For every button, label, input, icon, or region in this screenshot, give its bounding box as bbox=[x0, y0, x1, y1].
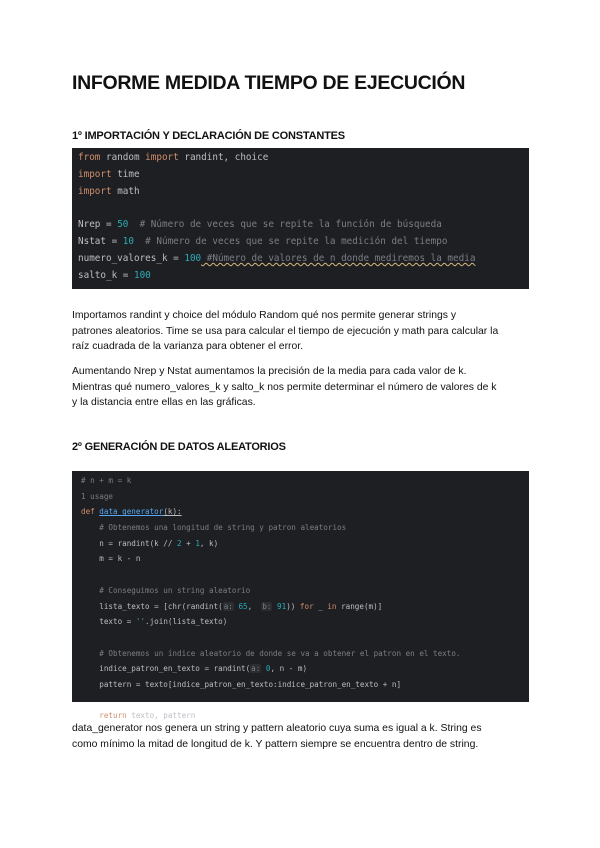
code-string: '' bbox=[135, 617, 146, 627]
code-text: texto, pattern bbox=[126, 711, 196, 721]
paragraph-line: Importamos randint y choice del módulo Random qué nos permite generar strings y bbox=[72, 310, 457, 321]
code-comment: #Número de valores de n donde mediremos la media bbox=[201, 252, 476, 264]
paragraph-line: como mínimo la mitad de longitud de k. Y pattern siempre se encuentra dentro de string. bbox=[72, 738, 479, 750]
code-text: Nrep = bbox=[78, 219, 118, 231]
code-line bbox=[81, 504, 529, 520]
param-hint: a: bbox=[223, 601, 233, 611]
paragraph-line: patrones aleatorios. Time se usa para calcular el tiempo de ejecución y math para calcular la bbox=[72, 325, 499, 337]
code-line: # n + m = k bbox=[81, 476, 132, 485]
code-line bbox=[78, 167, 529, 184]
code-keyword: from bbox=[78, 152, 101, 163]
code-line bbox=[81, 614, 529, 630]
code-line bbox=[78, 217, 529, 234]
code-text: lista_texto = [chr(randint( bbox=[81, 601, 223, 611]
paragraph-data-generator bbox=[72, 721, 532, 752]
code-number: 100 bbox=[133, 269, 151, 281]
paragraph-line: raíz cuadrada de la varianza para obtener el error. bbox=[72, 341, 304, 352]
code-line-blank bbox=[81, 567, 529, 583]
code-number: 50 bbox=[117, 219, 129, 231]
paragraph-line: Mientras qué numero_valores_k y salto_k nos permite determinar el número de valores de k bbox=[72, 381, 497, 393]
code-number: 2 bbox=[177, 538, 182, 548]
code-keyword: in bbox=[327, 601, 337, 611]
section-heading-random-data: 2º GENERACIÓN DE DATOS ALEATORIOS bbox=[72, 441, 286, 453]
code-line bbox=[81, 661, 529, 677]
code-comment: # Conseguimos un string aleatorio bbox=[81, 585, 251, 595]
paragraph-line: data_generator nos genera un string y pattern aleatorio cuya suma es igual a k. String es bbox=[72, 723, 482, 734]
code-number: 65 bbox=[233, 601, 248, 611]
code-text: + bbox=[181, 538, 196, 548]
section-heading-constants: 1º IMPORTACIÓN Y DECLARACIÓN DE CONSTANTES bbox=[72, 130, 345, 142]
code-keyword: return bbox=[81, 711, 127, 721]
code-text: _ bbox=[313, 601, 328, 611]
code-keyword: import bbox=[78, 185, 112, 197]
code-number: 100 bbox=[184, 252, 202, 264]
code-text: numero_valores_k = bbox=[78, 252, 185, 264]
code-line-blank bbox=[81, 693, 529, 709]
code-line bbox=[78, 150, 529, 167]
code-line: pattern = texto[indice_patron_en_texto:indice_patron_en_texto + n] bbox=[81, 679, 402, 689]
code-line bbox=[81, 536, 529, 552]
code-number: 1 bbox=[195, 538, 200, 548]
code-line bbox=[81, 599, 529, 615]
code-text: time bbox=[111, 168, 140, 180]
code-comment: # Obtenemos una longitud de string y patron aleatorios bbox=[81, 523, 347, 533]
code-keyword: import bbox=[145, 152, 179, 163]
code-text: math bbox=[111, 185, 140, 197]
code-text: salto_k = bbox=[78, 269, 134, 281]
code-text: random bbox=[100, 152, 146, 163]
code-text: )) bbox=[286, 601, 300, 611]
code-text: texto = bbox=[81, 617, 136, 627]
code-text: .join(lista_texto) bbox=[145, 617, 228, 627]
code-block-data-generator bbox=[72, 471, 529, 721]
param-hint: b: bbox=[262, 601, 272, 611]
paragraph-constants bbox=[72, 364, 532, 411]
param-hint: a: bbox=[251, 664, 261, 674]
code-comment: # Obtenemos un índice aleatorio de donde se va a obtener el patron en el texto. bbox=[81, 648, 461, 658]
paragraph-line: Aumentando Nrep y Nstat aumentamos la precisión de la media para cada valor de k. bbox=[72, 366, 467, 377]
code-text: n = randint(k // bbox=[81, 538, 178, 548]
code-text: randint, choice bbox=[178, 152, 269, 163]
code-line bbox=[78, 251, 529, 268]
code-usage-hint: 1 usage bbox=[81, 491, 114, 501]
code-text: , n - m) bbox=[270, 664, 308, 674]
code-keyword: for bbox=[299, 601, 314, 611]
paragraph-line: y la distancia entre ellas en las gráficas. bbox=[72, 397, 256, 408]
code-line: m = k - n bbox=[81, 554, 141, 564]
code-text: indice_patron_en_texto = randint( bbox=[81, 664, 251, 674]
code-line-blank bbox=[78, 200, 529, 217]
code-keyword: def bbox=[81, 507, 100, 517]
code-function-name: data_generator bbox=[99, 507, 164, 517]
code-keyword: import bbox=[78, 168, 112, 180]
code-text: , k) bbox=[199, 538, 219, 548]
code-text: (k): bbox=[163, 507, 182, 517]
code-block-imports bbox=[72, 148, 529, 289]
code-comment: # Número de veces que se repite la medición del tiempo bbox=[133, 235, 448, 247]
paragraph-imports bbox=[72, 308, 532, 355]
code-comment: # Número de veces que se repite la función de búsqueda bbox=[128, 219, 442, 231]
code-number: 91 bbox=[272, 601, 287, 611]
code-line bbox=[78, 268, 529, 285]
code-line-blank bbox=[81, 630, 529, 646]
code-text: Nstat = bbox=[78, 235, 123, 247]
page-title: INFORME MEDIDA TIEMPO DE EJECUCIÓN bbox=[72, 72, 466, 94]
code-number: 10 bbox=[122, 235, 134, 247]
code-line bbox=[78, 234, 529, 251]
code-line bbox=[78, 184, 529, 201]
code-number: 0 bbox=[261, 664, 271, 674]
code-text: , bbox=[247, 601, 262, 611]
code-text: range(m)] bbox=[336, 601, 383, 611]
